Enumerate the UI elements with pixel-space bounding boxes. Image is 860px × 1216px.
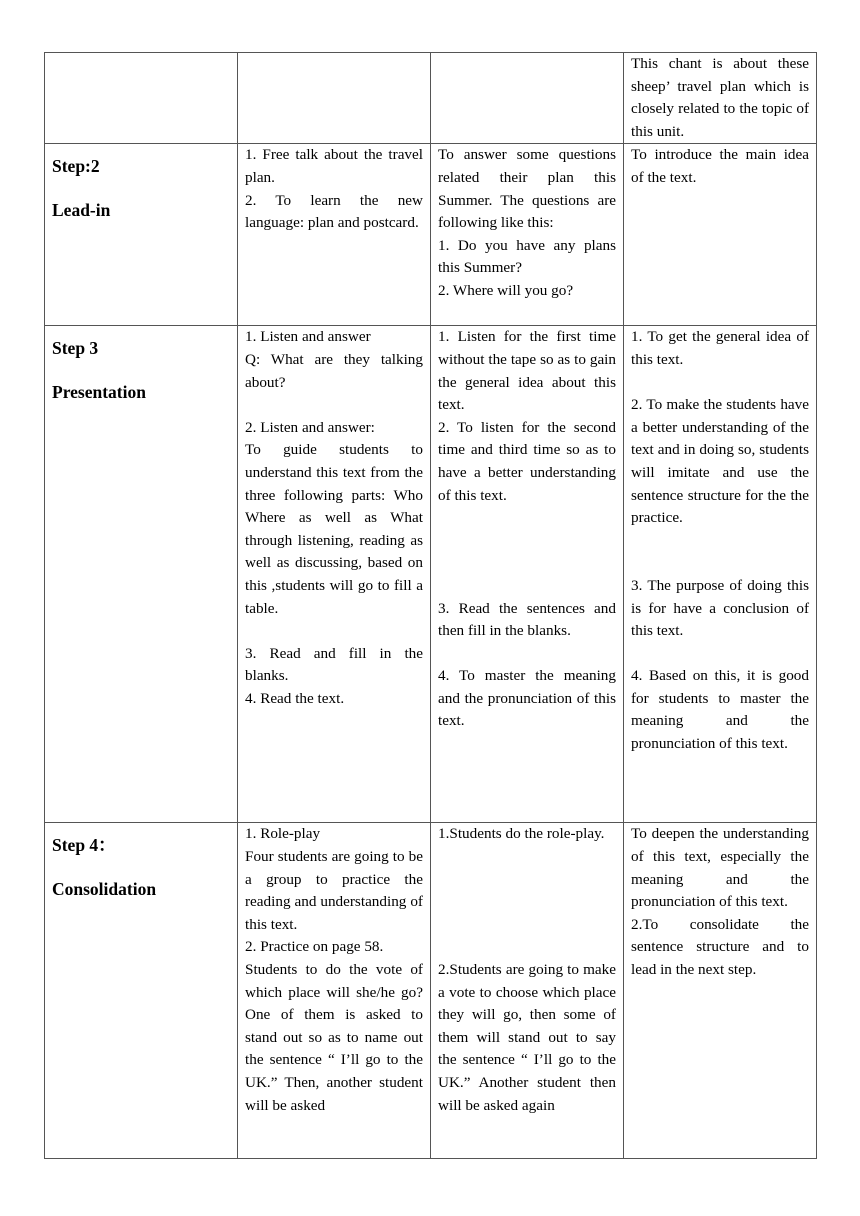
activity-text: 1. Free talk about the travel plan. [245,146,423,186]
activity-text: Students to do the vote of which place will she/he go? One of them is asked to stand out so as to name out the sentence “ I’ll go to the UK.” Then, another student will be asked [245,960,423,1114]
blank-line [438,575,616,598]
blank-line [438,530,616,553]
activity-text: Four students are going to be a group to practice the reading and understanding of this text. [245,847,423,933]
step-cell [45,823,238,1159]
table-row-intro-chant [45,53,817,144]
activity-cell [238,326,431,823]
purpose-cell [624,823,817,1159]
step-number: Step 4： [52,835,116,856]
blank-line [438,936,616,959]
blank-line [438,507,616,530]
table-row-step-4 [45,823,817,1159]
lesson-plan-table [44,52,817,1159]
purpose-text: To introduce the main idea of the text. [631,146,809,186]
activity-text: 3. Read and fill in the blanks. [245,644,423,685]
purpose-text: 2. To make the students have a better understanding of the text and in doing so, students will imitate and use the sentence structure for the the practice. [631,396,809,527]
activity-cell [238,144,431,326]
student-activity-text: 1.Students do the role-play. [438,825,605,843]
blank-line [245,394,423,417]
step-cell [45,53,238,144]
student-activity-text: 4. To master the meaning and the pronunciation of this text. [438,667,616,730]
student-activity-cell [431,823,624,1159]
activity-text: 4. Read the text. [245,689,345,707]
activity-cell [238,823,431,1159]
activity-text: 2. Listen and answer: [245,418,375,436]
student-activity-text: 1. Listen for the first time without the tape so as to gain the general idea about this text. [438,328,616,414]
purpose-text: 1. To get the general idea of this text. [631,328,809,368]
student-activity-text: 2. Where will you go? [438,281,574,299]
table-row-step-2 [45,144,817,326]
activity-text: 2. Practice on page 58. [245,938,384,956]
activity-text: 2. To learn the new language: plan and postcard. [245,191,423,232]
step-number: Step:2 [52,156,100,177]
blank-line [438,869,616,892]
student-activity-text: 2.Students are going to make a vote to choose which place they will go, then some of them will stand out to say the sentence “ I’ll go to the UK.” Another student then will be asked again [438,960,616,1114]
purpose-text: To deepen the understanding of this text, especially the meaning and the pronunciation of this text. [631,825,809,911]
activity-text: 1. Listen and answer [245,328,371,346]
blank-line [245,620,423,643]
purpose-text: 2.To consolidate the sentence structure and to lead in the next step. [631,915,809,978]
blank-line [631,530,809,553]
purpose-cell [624,53,817,144]
blank-line [438,914,616,937]
step-cell [45,326,238,823]
activity-text: 1. Role-play [245,825,321,843]
activity-cell [238,53,431,144]
purpose-text: This chant is about these sheep’ travel plan which is closely related to the topic of this unit. [631,55,809,140]
student-activity-text: 3. Read the sentences and then fill in the blanks. [438,599,616,640]
blank-line [631,552,809,575]
blank-line [631,372,809,395]
student-activity-text: 1. Do you have any plans this Summer? [438,236,616,277]
purpose-text: 3. The purpose of doing this is for have a conclusion of this text. [631,576,809,640]
purpose-cell [624,326,817,823]
step-title: Lead-in [52,200,111,221]
table-row-step-3 [45,326,817,823]
blank-line [438,552,616,575]
blank-line [631,643,809,666]
purpose-text: 4. Based on this, it is good for students to master the meaning and the pronunciation of this text. [631,667,809,753]
step-title: Presentation [52,382,146,403]
student-activity-cell [431,326,624,823]
student-activity-text: 2. To listen for the second time and third time so as to have a better understanding of this text. [438,418,616,504]
student-activity-cell [431,144,624,326]
student-activity-cell [431,53,624,144]
blank-line [438,643,616,666]
purpose-cell [624,144,817,326]
student-activity-text: To answer some questions related their plan this Summer. The questions are following like this: [438,146,616,232]
activity-text: To guide students to understand this text from the three following parts: Who Where as well as What through listening, reading as well as discussing, based on this ,students will go to fill a table. [245,441,423,617]
blank-line [438,846,616,869]
blank-line [438,891,616,914]
activity-text: Q: What are they talking about? [245,350,423,391]
step-cell [45,144,238,326]
step-number: Step 3 [52,338,99,359]
step-title: Consolidation [52,879,157,900]
